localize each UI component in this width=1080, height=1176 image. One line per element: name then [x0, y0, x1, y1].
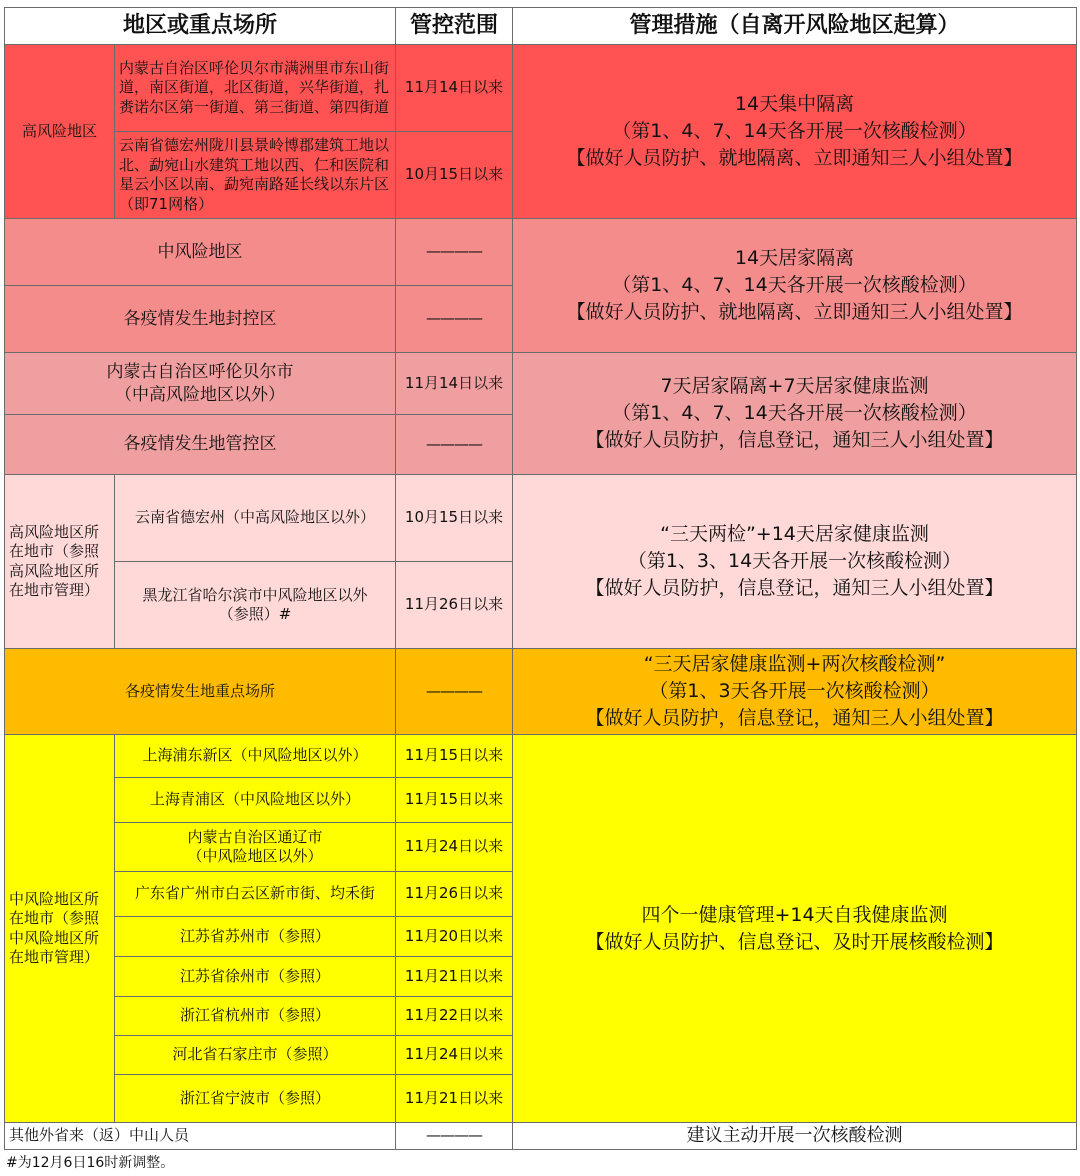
place-cell: 浙江省杭州市（参照）: [115, 997, 396, 1036]
table-row: [5, 649, 1077, 735]
measure-line: 【做好人员防护、信息登记、及时开展核酸检测】: [585, 930, 1004, 953]
measure-line: “三天两检”+14天居家健康监测: [660, 523, 929, 546]
table-row: [5, 45, 1077, 132]
others-measures: 建议主动开展一次核酸检测: [513, 1123, 1077, 1150]
place-cell: 内蒙古自治区呼伦贝尔市满洲里市东山街道，南区街道，北区街道，兴华街道，扎赉诺尔区第一街道、第三街道、第四街道: [115, 45, 396, 132]
range-cell: 11月14日以来: [396, 353, 513, 415]
table-row: [5, 219, 1077, 286]
header-measures: 管理措施（自离开风险地区起算）: [513, 8, 1077, 45]
risk-management-table: [4, 7, 1077, 1150]
range-cell: 10月15日以来: [396, 475, 513, 562]
high-risk-measures: [513, 45, 1077, 219]
place-cell: 各疫情发生地封控区: [5, 286, 396, 353]
measure-line: （第1、4、7、14天各开展一次核酸检测）: [612, 120, 977, 143]
range-cell: 11月15日以来: [396, 778, 513, 823]
mid-city-measures: [513, 735, 1077, 1123]
measure-line: 【做好人员防护，信息登记，通知三人小组处置】: [585, 428, 1004, 451]
range-cell: 10月15日以来: [396, 132, 513, 219]
place-cell: 上海青浦区（中风险地区以外）: [115, 778, 396, 823]
city-control-measures: [513, 353, 1077, 475]
high-risk-label: 高风险地区: [5, 45, 115, 219]
header-area: 地区或重点场所: [5, 8, 396, 45]
place-cell: 河北省石家庄市（参照）: [115, 1036, 396, 1075]
place-cell: 各疫情发生地管控区: [5, 415, 396, 475]
range-cell: ————: [396, 649, 513, 735]
place-line: 内蒙古自治区呼伦贝尔市: [106, 362, 294, 383]
range-cell: 11月21日以来: [396, 957, 513, 997]
measure-line: 四个一健康管理+14天自我健康监测: [641, 903, 948, 926]
place-cell: 江苏省苏州市（参照）: [115, 917, 396, 957]
place-cell: [115, 823, 396, 872]
range-cell: 11月24日以来: [396, 1036, 513, 1075]
key-places-measures: [513, 649, 1077, 735]
measure-line: 7天居家隔离+7天居家健康监测: [660, 375, 929, 398]
measure-line: 14天集中隔离: [734, 93, 855, 116]
range-cell: 11月26日以来: [396, 562, 513, 649]
measure-line: “三天居家健康监测+两次核酸检测”: [643, 653, 946, 676]
range-cell: ————: [396, 1123, 513, 1150]
range-cell: 11月22日以来: [396, 997, 513, 1036]
place-cell: [5, 353, 396, 415]
measure-line: 【做好人员防护，信息登记，通知三人小组处置】: [585, 706, 1004, 729]
measure-line: 【做好人员防护、就地隔离、立即通知三人小组处置】: [566, 146, 1023, 169]
measure-line: （第1、4、7、14天各开展一次核酸检测）: [612, 402, 977, 425]
place-cell: [115, 562, 396, 649]
range-cell: 11月15日以来: [396, 735, 513, 778]
place-line: （中高风险地区以外）: [115, 384, 285, 405]
range-cell: 11月24日以来: [396, 823, 513, 872]
place-cell: 云南省德宏州陇川县景岭博郡建筑工地以北、勐宛山水建筑工地以西、仁和医院和星云小区以南、勐宛南路延长线以东片区（即71网格）: [115, 132, 396, 219]
range-cell: ————: [396, 286, 513, 353]
place-cell: 其他外省来（返）中山人员: [5, 1123, 396, 1150]
measure-line: 【做好人员防护，信息登记，通知三人小组处置】: [585, 576, 1004, 599]
measure-line: （第1、3、14天各开展一次核酸检测）: [627, 550, 962, 573]
place-line: （参照）#: [218, 605, 292, 623]
range-cell: 11月26日以来: [396, 872, 513, 917]
measure-line: 14天居家隔离: [734, 247, 855, 270]
header-range: 管控范围: [396, 8, 513, 45]
place-cell: 云南省德宏州（中高风险地区以外）: [115, 475, 396, 562]
table-row: [5, 475, 1077, 562]
place-line: （中风险地区以外）: [187, 847, 323, 865]
high-city-label: 高风险地区所在地市（参照高风险地区所在地市管理）: [5, 475, 115, 649]
table-row: [5, 353, 1077, 415]
place-cell: 江苏省徐州市（参照）: [115, 957, 396, 997]
footnote: #为12月6日16时新调整。: [6, 1155, 175, 1171]
measure-line: 【做好人员防护、就地隔离、立即通知三人小组处置】: [566, 300, 1023, 323]
measure-line: （第1、3天各开展一次核酸检测）: [649, 680, 940, 703]
place-cell: 广东省广州市白云区新市街、均禾街: [115, 872, 396, 917]
range-cell: ————: [396, 415, 513, 475]
place-cell: 中风险地区: [5, 219, 396, 286]
place-cell: 浙江省宁波市（参照）: [115, 1075, 396, 1123]
range-cell: 11月21日以来: [396, 1075, 513, 1123]
range-cell: 11月14日以来: [396, 45, 513, 132]
place-line: 内蒙古自治区通辽市: [187, 827, 323, 846]
table-header-row: [5, 8, 1077, 45]
range-cell: 11月20日以来: [396, 917, 513, 957]
range-cell: ————: [396, 219, 513, 286]
mid-city-label: 中风险地区所在地市（参照中风险地区所在地市管理）: [5, 735, 115, 1123]
place-cell: 各疫情发生地重点场所: [5, 649, 396, 735]
high-city-measures: [513, 475, 1077, 649]
measure-line: （第1、4、7、14天各开展一次核酸检测）: [612, 274, 977, 297]
place-line: 黑龙江省哈尔滨市中风险地区以外: [142, 585, 368, 604]
place-cell: 上海浦东新区（中风险地区以外）: [115, 735, 396, 778]
mid-risk-measures: [513, 219, 1077, 353]
table-row: [5, 735, 1077, 778]
table-row: [5, 1123, 1077, 1150]
